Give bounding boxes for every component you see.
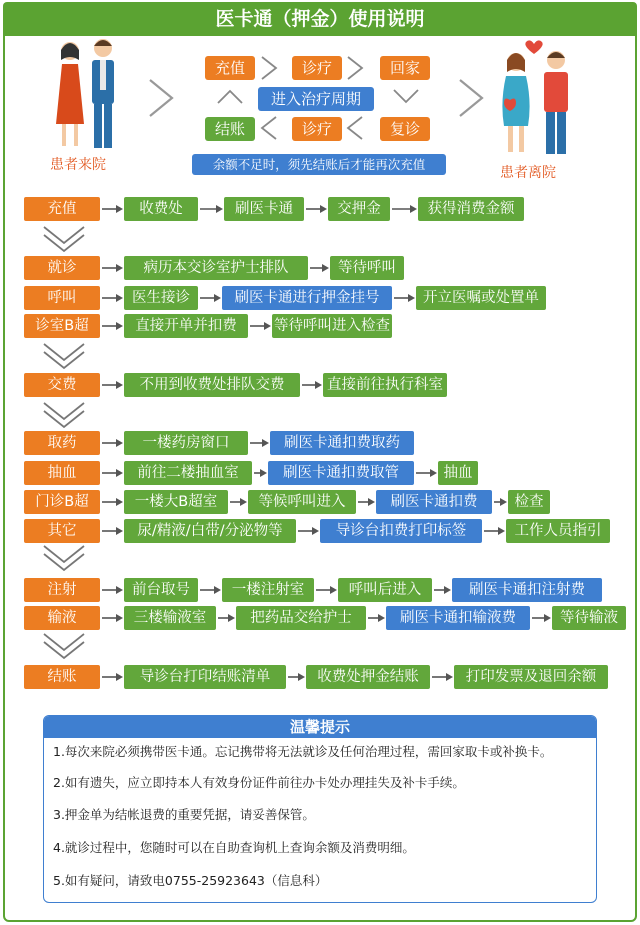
- flow-step: 打印发票及退回余额: [454, 665, 608, 689]
- cycle-diagnose-2: 诊疗: [292, 117, 342, 141]
- flow-step: 直接开单并扣费: [124, 314, 248, 338]
- flow-step: 获得消费金额: [418, 197, 524, 221]
- row-label: 取药: [24, 431, 100, 455]
- flow-step: 刷医卡通: [224, 197, 304, 221]
- flow-step: 检查: [508, 490, 550, 514]
- row-label: 结账: [24, 665, 100, 689]
- cycle-recharge: 充值: [205, 56, 255, 80]
- row-label: 就诊: [24, 256, 100, 280]
- flow-step: 工作人员指引: [506, 519, 610, 543]
- tip-item: 4.就诊过程中，您随时可以在自助查询机上查询余额及消费明细。: [53, 840, 415, 855]
- tips-title: 温馨提示: [44, 716, 596, 738]
- row-label: 其它: [24, 519, 100, 543]
- flow-step: 刷医卡通进行押金挂号: [222, 286, 392, 310]
- cycle-revisit: 复诊: [380, 117, 430, 141]
- flow-step: 刷医卡通扣注射费: [452, 578, 602, 602]
- cycle-home: 回家: [380, 56, 430, 80]
- patient-out-label: 患者离院: [500, 165, 556, 181]
- patient-in-label: 患者来院: [50, 157, 106, 173]
- flow-step: 直接前往执行科室: [323, 373, 447, 397]
- flow-step: 导诊台扣费打印标签: [320, 519, 482, 543]
- row-label: 门诊B超: [24, 490, 100, 514]
- tip-item: 1.每次来院必须携带医卡通。忘记携带将无法就诊及任何治理过程，需回家取卡或补换卡。: [53, 744, 553, 759]
- arriving-couple-icon: [56, 39, 114, 148]
- flow-step: 一楼大B超室: [124, 490, 228, 514]
- cycle-checkout: 结账: [205, 117, 255, 141]
- flow-step: 交押金: [328, 197, 390, 221]
- row-label: 呼叫: [24, 286, 100, 310]
- flow-step: 把药品交给护士: [236, 606, 366, 630]
- cycle-diagnose-1: 诊疗: [292, 56, 342, 80]
- page-title: 医卡通（押金）使用说明: [3, 2, 637, 36]
- flow-step: 等待呼叫: [330, 256, 404, 280]
- row-label: 充值: [24, 197, 100, 221]
- flow-step: 收费处: [124, 197, 198, 221]
- flow-step: 一楼药房窗口: [124, 431, 248, 455]
- flow-step: 一楼注射室: [222, 578, 314, 602]
- row-label: 交费: [24, 373, 100, 397]
- flow-step: 收费处押金结账: [306, 665, 430, 689]
- row-label: 注射: [24, 578, 100, 602]
- flow-step: 呼叫后进入: [338, 578, 432, 602]
- tip-item: 2.如有遗失，应立即持本人有效身份证件前往办卡处办理挂失及补卡手续。: [53, 775, 465, 790]
- flow-step: 三楼输液室: [124, 606, 216, 630]
- row-label: 诊室B超: [24, 314, 100, 338]
- flow-step: 等待呼叫进入检查: [272, 314, 392, 338]
- flow-step: 等待输液: [552, 606, 626, 630]
- flow-step: 抽血: [438, 461, 478, 485]
- row-label: 输液: [24, 606, 100, 630]
- flow-step: 医生接诊: [124, 286, 198, 310]
- tip-item: 5.如有疑问，请致电0755-25923643（信息科）: [53, 873, 328, 888]
- row-label: 抽血: [24, 461, 100, 485]
- tip-item: 3.押金单为结帐退费的重要凭据，请妥善保管。: [53, 807, 315, 822]
- flow-step: 尿/精液/白带/分泌物等: [124, 519, 296, 543]
- flow-step: 导诊台打印结账清单: [124, 665, 286, 689]
- flow-step: 刷医卡通扣费: [376, 490, 492, 514]
- flow-step: 刷医卡通扣输液费: [386, 606, 530, 630]
- cycle-center: 进入治疗周期: [258, 87, 374, 111]
- flow-step: 刷医卡通扣费取管: [268, 461, 414, 485]
- leaving-couple-icon: [502, 40, 568, 154]
- flow-step: 不用到收费处排队交费: [124, 373, 300, 397]
- flow-step: 等候呼叫进入: [248, 490, 356, 514]
- flow-step: 前台取号: [124, 578, 198, 602]
- flow-step: 刷医卡通扣费取药: [270, 431, 414, 455]
- flow-step: 前往二楼抽血室: [124, 461, 252, 485]
- balance-note: 余额不足时，须先结账后才能再次充值: [192, 154, 446, 175]
- flow-step: 开立医嘱或处置单: [416, 286, 546, 310]
- flow-step: 病历本交诊室护士排队: [124, 256, 308, 280]
